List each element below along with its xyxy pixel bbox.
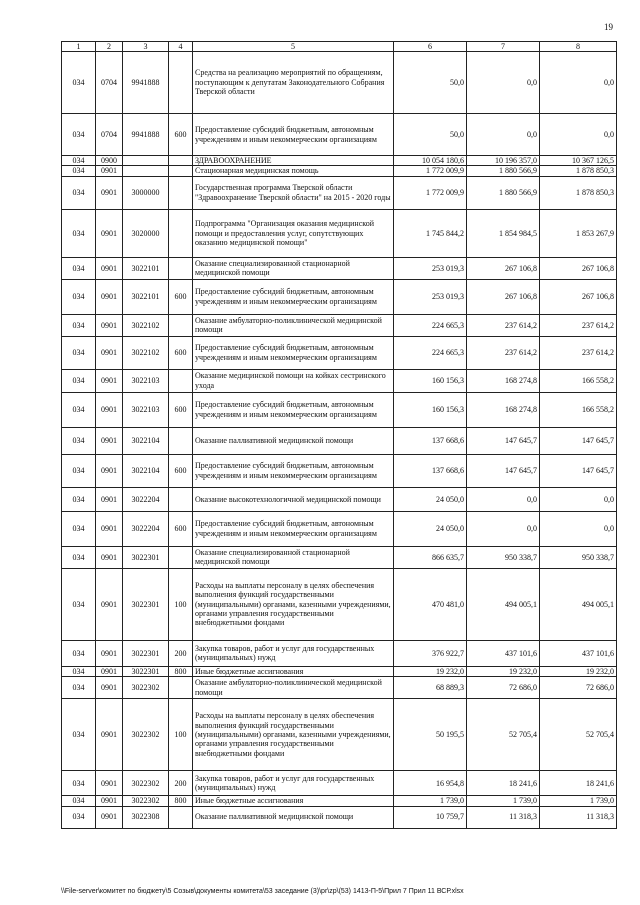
amount-2015-cell: 224 665,3 [394, 314, 467, 336]
code-section-cell: 0901 [96, 487, 123, 511]
code-type-cell: 800 [169, 666, 193, 676]
table-row [62, 568, 617, 640]
code-target-cell: 3022301 [123, 666, 169, 676]
code-target-cell: 3022308 [123, 806, 169, 828]
amount-2015-cell: 160 156,3 [394, 369, 467, 392]
amount-2015-cell: 470 481,0 [394, 568, 467, 640]
amount-2016-cell: 0,0 [467, 511, 540, 546]
amount-2015-cell: 253 019,3 [394, 279, 467, 314]
table-row [62, 487, 617, 511]
amount-2017-cell: 950 338,7 [540, 546, 617, 568]
code-target-cell: 3022301 [123, 546, 169, 568]
code-admin-cell: 034 [62, 677, 96, 699]
amount-2015-cell: 253 019,3 [394, 257, 467, 279]
description-cell: Оказание специализированной стационарной медицинской помощи [193, 257, 394, 279]
table-row [62, 511, 617, 546]
code-section-cell: 0901 [96, 796, 123, 806]
description-cell: Предоставление субсидий бюджетным, автономным учреждениям и иным некоммерческим организациям [193, 454, 394, 487]
amount-2015-cell: 68 889,3 [394, 677, 467, 699]
amount-2017-cell: 52 705,4 [540, 699, 617, 771]
code-admin-cell: 034 [62, 336, 96, 369]
description-cell: Подпрограмма "Организация оказания медицинской помощи и предоставления услуг, сопутствующих оказанию медицинской помощи" [193, 209, 394, 257]
description-cell: Предоставление субсидий бюджетным, автономным учреждениям и иным некоммерческим организациям [193, 279, 394, 314]
amount-2017-cell: 267 106,8 [540, 279, 617, 314]
code-target-cell: 3022204 [123, 487, 169, 511]
table-row [62, 166, 617, 176]
description-cell: Закупка товаров, работ и услуг для государственных (муниципальных) нужд [193, 640, 394, 666]
code-section-cell: 0901 [96, 314, 123, 336]
description-cell: Предоставление субсидий бюджетным, автономным учреждениям и иным некоммерческим организациям [193, 114, 394, 156]
amount-2016-cell: 1 854 984,5 [467, 209, 540, 257]
amount-2015-cell: 24 050,0 [394, 511, 467, 546]
code-admin-cell: 034 [62, 427, 96, 454]
amount-2015-cell: 1 739,0 [394, 796, 467, 806]
amount-2017-cell: 1 739,0 [540, 796, 617, 806]
amount-2017-cell: 166 558,2 [540, 392, 617, 427]
table-row [62, 52, 617, 114]
code-admin-cell: 034 [62, 568, 96, 640]
code-section-cell: 0901 [96, 176, 123, 209]
amount-2017-cell: 147 645,7 [540, 427, 617, 454]
code-section-cell: 0901 [96, 771, 123, 796]
table-row [62, 279, 617, 314]
code-type-cell [169, 314, 193, 336]
column-header-7: 7 [467, 42, 540, 52]
description-cell: Государственная программа Тверской области "Здравоохранение Тверской области" на 2015 - 2020 годы [193, 176, 394, 209]
code-type-cell: 200 [169, 640, 193, 666]
code-target-cell: 3022302 [123, 771, 169, 796]
description-cell: Закупка товаров, работ и услуг для государственных (муниципальных) нужд [193, 771, 394, 796]
table-row [62, 257, 617, 279]
code-target-cell: 3022102 [123, 314, 169, 336]
amount-2015-cell: 137 668,6 [394, 427, 467, 454]
table-row [62, 640, 617, 666]
table-row [62, 336, 617, 369]
amount-2015-cell: 1 772 009,9 [394, 176, 467, 209]
code-type-cell: 200 [169, 771, 193, 796]
code-admin-cell: 034 [62, 771, 96, 796]
amount-2017-cell: 494 005,1 [540, 568, 617, 640]
page-number: 19 [604, 22, 613, 32]
amount-2016-cell: 0,0 [467, 114, 540, 156]
table-row [62, 369, 617, 392]
table-row [62, 699, 617, 771]
amount-2017-cell: 72 686,0 [540, 677, 617, 699]
code-section-cell: 0901 [96, 279, 123, 314]
code-type-cell [169, 209, 193, 257]
table-row [62, 427, 617, 454]
code-target-cell: 3022302 [123, 699, 169, 771]
amount-2016-cell: 1 880 566,9 [467, 166, 540, 176]
description-cell: Расходы на выплаты персоналу в целях обеспечения выполнения функций государственными (муниципальными) органами, казенными учреждениями, органами управления государственными внебюджетными фондами [193, 699, 394, 771]
table-row [62, 156, 617, 166]
code-section-cell: 0901 [96, 511, 123, 546]
code-admin-cell: 034 [62, 796, 96, 806]
amount-2017-cell: 437 101,6 [540, 640, 617, 666]
amount-2015-cell: 50,0 [394, 114, 467, 156]
amount-2017-cell: 147 645,7 [540, 454, 617, 487]
code-section-cell: 0900 [96, 156, 123, 166]
amount-2016-cell: 10 196 357,0 [467, 156, 540, 166]
amount-2015-cell: 137 668,6 [394, 454, 467, 487]
code-type-cell [169, 427, 193, 454]
amount-2016-cell: 437 101,6 [467, 640, 540, 666]
description-cell: Иные бюджетные ассигнования [193, 796, 394, 806]
code-target-cell: 3022204 [123, 511, 169, 546]
amount-2015-cell: 1 772 009,9 [394, 166, 467, 176]
code-admin-cell: 034 [62, 257, 96, 279]
code-section-cell: 0901 [96, 568, 123, 640]
amount-2016-cell: 168 274,8 [467, 369, 540, 392]
amount-2016-cell: 494 005,1 [467, 568, 540, 640]
amount-2016-cell: 267 106,8 [467, 257, 540, 279]
table-row [62, 666, 617, 676]
code-type-cell [169, 166, 193, 176]
table-row [62, 806, 617, 828]
table-row [62, 796, 617, 806]
code-target-cell: 3022103 [123, 392, 169, 427]
description-cell: Оказание высокотехнологичной медицинской помощи [193, 487, 394, 511]
table-row [62, 209, 617, 257]
code-target-cell [123, 156, 169, 166]
code-type-cell: 800 [169, 796, 193, 806]
column-header-3: 3 [123, 42, 169, 52]
table-row [62, 176, 617, 209]
code-target-cell: 3022101 [123, 257, 169, 279]
description-cell: Оказание амбулаторно-поликлинической медицинской помощи [193, 677, 394, 699]
description-cell: Средства на реализацию мероприятий по обращениям, поступающим к депутатам Законодательного Собрания Тверской области [193, 52, 394, 114]
amount-2016-cell: 237 614,2 [467, 314, 540, 336]
code-target-cell: 3000000 [123, 176, 169, 209]
description-cell: Оказание паллиативной медицинской помощи [193, 427, 394, 454]
description-cell: Стационарная медицинская помощь [193, 166, 394, 176]
amount-2015-cell: 50,0 [394, 52, 467, 114]
code-type-cell: 100 [169, 699, 193, 771]
code-type-cell: 600 [169, 336, 193, 369]
code-section-cell: 0901 [96, 257, 123, 279]
amount-2017-cell: 267 106,8 [540, 257, 617, 279]
code-type-cell [169, 546, 193, 568]
table-row [62, 392, 617, 427]
amount-2015-cell: 376 922,7 [394, 640, 467, 666]
code-type-cell [169, 369, 193, 392]
code-target-cell [123, 166, 169, 176]
description-cell: Предоставление субсидий бюджетным, автономным учреждениям и иным некоммерческим организациям [193, 336, 394, 369]
amount-2017-cell: 11 318,3 [540, 806, 617, 828]
amount-2015-cell: 50 195,5 [394, 699, 467, 771]
description-cell: Предоставление субсидий бюджетным, автономным учреждениям и иным некоммерческим организациям [193, 511, 394, 546]
amount-2016-cell: 19 232,0 [467, 666, 540, 676]
code-type-cell: 600 [169, 114, 193, 156]
amount-2017-cell: 0,0 [540, 487, 617, 511]
code-section-cell: 0901 [96, 699, 123, 771]
amount-2015-cell: 866 635,7 [394, 546, 467, 568]
code-target-cell: 3022302 [123, 677, 169, 699]
code-admin-cell: 034 [62, 392, 96, 427]
amount-2017-cell: 10 367 126,5 [540, 156, 617, 166]
amount-2015-cell: 16 954,8 [394, 771, 467, 796]
code-admin-cell: 034 [62, 546, 96, 568]
table-row [62, 454, 617, 487]
code-admin-cell: 034 [62, 156, 96, 166]
code-admin-cell: 034 [62, 52, 96, 114]
description-cell: ЗДРАВООХРАНЕНИЕ [193, 156, 394, 166]
code-type-cell [169, 156, 193, 166]
amount-2015-cell: 1 745 844,2 [394, 209, 467, 257]
table-row [62, 771, 617, 796]
code-section-cell: 0901 [96, 336, 123, 369]
amount-2016-cell: 237 614,2 [467, 336, 540, 369]
description-cell: Оказание паллиативной медицинской помощи [193, 806, 394, 828]
code-target-cell: 3022301 [123, 640, 169, 666]
column-header-2: 2 [96, 42, 123, 52]
code-admin-cell: 034 [62, 640, 96, 666]
column-header-5: 5 [193, 42, 394, 52]
code-type-cell [169, 806, 193, 828]
code-section-cell: 0901 [96, 677, 123, 699]
amount-2015-cell: 224 665,3 [394, 336, 467, 369]
code-type-cell [169, 677, 193, 699]
description-cell: Оказание специализированной стационарной медицинской помощи [193, 546, 394, 568]
table-row [62, 314, 617, 336]
file-path-footer: \\File-server\комитет по бюджету\5 Созыв\документы комитета\53 заседание (3)\pr\zp\(53) 1413-П-5\Прил 7 Прил 11 ВСР.xlsx [61, 888, 464, 895]
code-section-cell: 0901 [96, 666, 123, 676]
code-type-cell: 600 [169, 392, 193, 427]
code-section-cell: 0901 [96, 369, 123, 392]
code-target-cell: 3022104 [123, 427, 169, 454]
amount-2017-cell: 1 853 267,9 [540, 209, 617, 257]
amount-2017-cell: 237 614,2 [540, 314, 617, 336]
description-cell: Оказание амбулаторно-поликлинической медицинской помощи [193, 314, 394, 336]
amount-2016-cell: 267 106,8 [467, 279, 540, 314]
code-admin-cell: 034 [62, 279, 96, 314]
description-cell: Оказание медицинской помощи на койках сестринского ухода [193, 369, 394, 392]
code-section-cell: 0901 [96, 166, 123, 176]
code-admin-cell: 034 [62, 314, 96, 336]
code-section-cell: 0704 [96, 114, 123, 156]
code-section-cell: 0901 [96, 546, 123, 568]
code-section-cell: 0704 [96, 52, 123, 114]
amount-2015-cell: 160 156,3 [394, 392, 467, 427]
code-section-cell: 0901 [96, 392, 123, 427]
amount-2017-cell: 18 241,6 [540, 771, 617, 796]
amount-2015-cell: 24 050,0 [394, 487, 467, 511]
code-section-cell: 0901 [96, 454, 123, 487]
code-type-cell [169, 487, 193, 511]
amount-2017-cell: 0,0 [540, 511, 617, 546]
amount-2015-cell: 19 232,0 [394, 666, 467, 676]
amount-2016-cell: 72 686,0 [467, 677, 540, 699]
amount-2017-cell: 237 614,2 [540, 336, 617, 369]
code-admin-cell: 034 [62, 666, 96, 676]
description-cell: Предоставление субсидий бюджетным, автономным учреждениям и иным некоммерческим организациям [193, 392, 394, 427]
amount-2017-cell: 1 878 850,3 [540, 166, 617, 176]
column-header-6: 6 [394, 42, 467, 52]
code-admin-cell: 034 [62, 209, 96, 257]
amount-2016-cell: 950 338,7 [467, 546, 540, 568]
description-cell: Расходы на выплаты персоналу в целях обеспечения выполнения функций государственными (муниципальными) органами, казенными учреждениями, органами управления государственными внебюджетными фондами [193, 568, 394, 640]
code-target-cell: 3022301 [123, 568, 169, 640]
code-admin-cell: 034 [62, 454, 96, 487]
code-target-cell: 9941888 [123, 114, 169, 156]
amount-2016-cell: 18 241,6 [467, 771, 540, 796]
amount-2016-cell: 1 880 566,9 [467, 176, 540, 209]
table-row [62, 546, 617, 568]
code-section-cell: 0901 [96, 209, 123, 257]
table-row [62, 114, 617, 156]
code-type-cell: 100 [169, 568, 193, 640]
column-header-1: 1 [62, 42, 96, 52]
code-type-cell [169, 176, 193, 209]
amount-2016-cell: 1 739,0 [467, 796, 540, 806]
code-admin-cell: 034 [62, 176, 96, 209]
code-admin-cell: 034 [62, 511, 96, 546]
code-admin-cell: 034 [62, 806, 96, 828]
amount-2016-cell: 0,0 [467, 487, 540, 511]
code-target-cell: 3022101 [123, 279, 169, 314]
code-admin-cell: 034 [62, 487, 96, 511]
code-admin-cell: 034 [62, 166, 96, 176]
code-admin-cell: 034 [62, 114, 96, 156]
code-section-cell: 0901 [96, 640, 123, 666]
code-type-cell: 600 [169, 454, 193, 487]
amount-2017-cell: 19 232,0 [540, 666, 617, 676]
code-type-cell [169, 257, 193, 279]
code-target-cell: 3022302 [123, 796, 169, 806]
amount-2015-cell: 10 054 180,6 [394, 156, 467, 166]
description-cell: Иные бюджетные ассигнования [193, 666, 394, 676]
code-admin-cell: 034 [62, 369, 96, 392]
amount-2016-cell: 168 274,8 [467, 392, 540, 427]
code-target-cell: 3022102 [123, 336, 169, 369]
amount-2017-cell: 0,0 [540, 114, 617, 156]
amount-2016-cell: 11 318,3 [467, 806, 540, 828]
amount-2017-cell: 0,0 [540, 52, 617, 114]
amount-2016-cell: 147 645,7 [467, 427, 540, 454]
code-section-cell: 0901 [96, 427, 123, 454]
code-type-cell: 600 [169, 511, 193, 546]
code-target-cell: 3022103 [123, 369, 169, 392]
code-target-cell: 9941888 [123, 52, 169, 114]
budget-table [61, 41, 617, 829]
amount-2017-cell: 166 558,2 [540, 369, 617, 392]
amount-2016-cell: 52 705,4 [467, 699, 540, 771]
code-type-cell [169, 52, 193, 114]
code-target-cell: 3020000 [123, 209, 169, 257]
amount-2015-cell: 10 759,7 [394, 806, 467, 828]
column-header-4: 4 [169, 42, 193, 52]
code-admin-cell: 034 [62, 699, 96, 771]
amount-2016-cell: 147 645,7 [467, 454, 540, 487]
code-section-cell: 0901 [96, 806, 123, 828]
code-type-cell: 600 [169, 279, 193, 314]
table-row [62, 677, 617, 699]
amount-2016-cell: 0,0 [467, 52, 540, 114]
code-target-cell: 3022104 [123, 454, 169, 487]
column-header-8: 8 [540, 42, 617, 52]
header-row [62, 42, 617, 52]
amount-2017-cell: 1 878 850,3 [540, 176, 617, 209]
